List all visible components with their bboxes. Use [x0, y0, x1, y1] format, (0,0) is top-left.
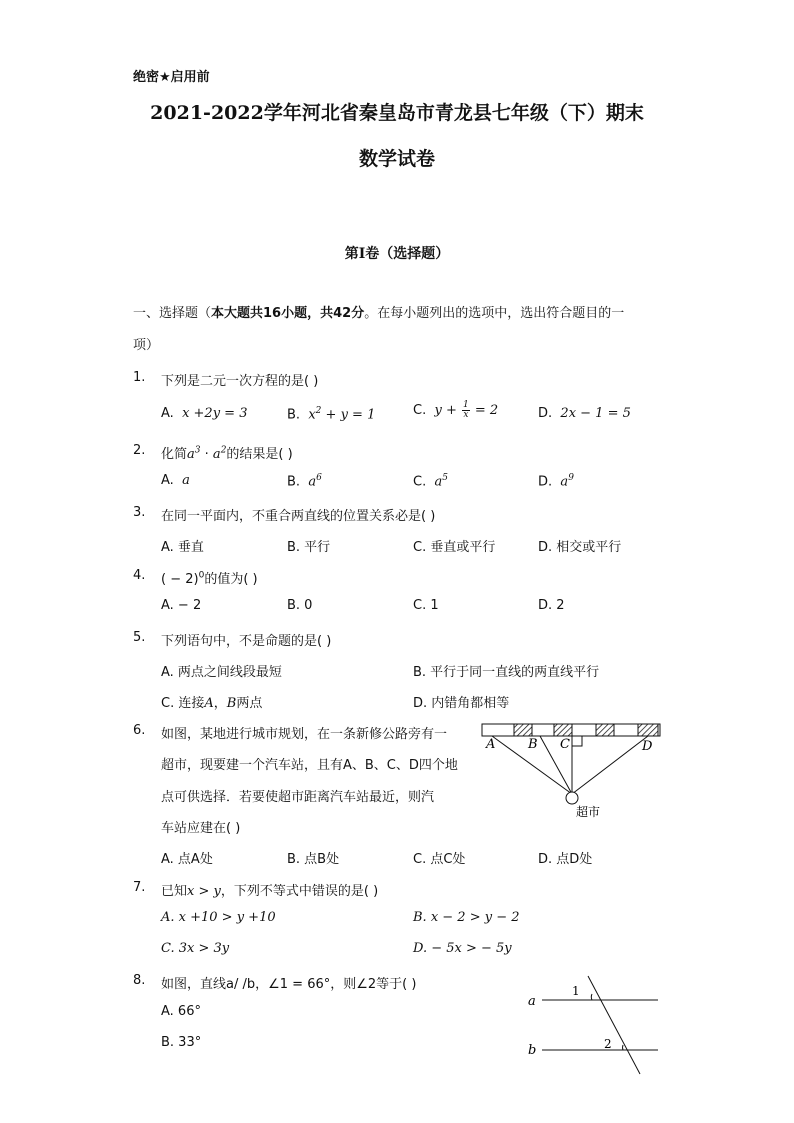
road-hatch — [514, 724, 532, 736]
question-text-line3: 点可供选择．若要使超市距离汽车站最近，则汽 — [161, 790, 435, 805]
angle-1-arc — [591, 994, 592, 1000]
label-angle-1: 1 — [572, 984, 580, 998]
label-b: B — [528, 737, 538, 752]
option-d[interactable]: D. 内错角都相等 — [413, 696, 510, 711]
option-b[interactable]: B. 0 — [287, 598, 313, 613]
parallel-lines-figure — [522, 972, 662, 1076]
option-c[interactable]: C. 点C处 — [413, 852, 466, 867]
option-b[interactable]: B. $x^2 + y = 1$ — [287, 406, 376, 423]
option-d[interactable]: D. − 5x > − 5y — [413, 941, 512, 956]
option-c[interactable]: C. 垂直或平行 — [413, 540, 496, 555]
question-number: 4. — [133, 568, 146, 583]
question-text-line2: 超市，现要建一个汽车站，且有A、B、C、D四个地 — [161, 758, 458, 773]
question-text: 如图，直线a/ /b，∠1 = 66°，则∠2等于( ) — [161, 977, 417, 992]
option-c[interactable]: C. y + $\frac{1}{x}$ = 2 — [413, 400, 499, 420]
option-d[interactable]: D. 点D处 — [538, 852, 593, 867]
option-a[interactable]: A. − 2 — [161, 598, 202, 613]
option-d[interactable]: D. 2x − 1 = 5 — [538, 406, 631, 421]
right-angle-mark — [572, 736, 582, 746]
question-number: 5. — [133, 630, 146, 645]
option-b[interactable]: B. 平行于同一直线的两直线平行 — [413, 665, 600, 680]
option-a[interactable]: A. x +10 > y +10 — [161, 910, 276, 925]
question-number: 2. — [133, 443, 146, 458]
option-a[interactable]: A. 66° — [161, 1004, 201, 1019]
question-number: 3. — [133, 505, 146, 520]
label-c: C — [560, 737, 570, 752]
option-b[interactable]: B. x − 2 > y − 2 — [413, 910, 520, 925]
question-text: 在同一平面内，不重合两直线的位置关系必是( ) — [161, 509, 436, 524]
option-d[interactable]: D. 2 — [538, 598, 565, 613]
label-supermarket: 超市 — [576, 805, 601, 819]
option-c[interactable]: C. $a^5$ — [413, 473, 448, 490]
section-intro-line2: 项） — [133, 338, 160, 353]
option-d[interactable]: D. 相交或平行 — [538, 540, 622, 555]
question-number: 8. — [133, 973, 146, 988]
transversal — [588, 976, 640, 1074]
supermarket-point — [566, 792, 578, 804]
option-b[interactable]: B. $a^6$ — [287, 473, 322, 490]
road-hatch — [554, 724, 572, 736]
label-line-a: a — [528, 994, 536, 1009]
question-number: 6. — [133, 723, 146, 738]
option-c[interactable]: C. 3x > 3y — [161, 941, 230, 956]
question-text: ( − 2)$^0$的值为( ) — [161, 570, 258, 587]
road-supermarket-figure — [478, 718, 664, 822]
option-b[interactable]: B. 33° — [161, 1035, 202, 1050]
segment-d — [572, 736, 648, 794]
option-c[interactable]: C. 1 — [413, 598, 439, 613]
option-c[interactable]: C. 连接A，B两点 — [161, 696, 263, 711]
option-a[interactable]: A. a — [161, 473, 190, 488]
exam-title-line1: 2021-2022学年河北省秦皇岛市青龙县七年级（下）期末 — [150, 102, 644, 124]
question-text: 已知x > y，下列不等式中错误的是( ) — [161, 884, 379, 899]
question-text: 下列是二元一次方程的是( ) — [161, 374, 319, 389]
road-hatch — [596, 724, 614, 736]
question-number: 1. — [133, 370, 146, 385]
road-hatch — [638, 724, 658, 736]
option-b[interactable]: B. 平行 — [287, 540, 331, 555]
option-a[interactable]: A. 两点之间线段最短 — [161, 665, 282, 680]
question-number: 7. — [133, 880, 146, 895]
exam-title-line2: 数学试卷 — [358, 148, 435, 170]
question-text: 下列语句中，不是命题的是( ) — [161, 634, 332, 649]
intro-prefix: 一、选择题（ — [133, 306, 212, 321]
label-d: D — [642, 739, 653, 754]
intro-bold: 本大题共16小题，共42分 — [211, 306, 365, 321]
question-text: 化简$a^3 \cdot a^2$的结果是( ) — [161, 445, 293, 462]
label-a: A — [486, 737, 496, 752]
intro-suffix: 。在每小题列出的选项中，选出符合题目的一 — [364, 306, 625, 321]
option-a[interactable]: A. 垂直 — [161, 540, 204, 555]
label-line-b: b — [528, 1043, 537, 1058]
section-title: 第I卷（选择题） — [344, 246, 450, 262]
option-a[interactable]: A. x +2y = 3 — [161, 406, 248, 421]
section-intro-line1 — [133, 298, 624, 330]
label-angle-2: 2 — [604, 1037, 612, 1051]
option-b[interactable]: B. 点B处 — [287, 852, 340, 867]
question-text-line1: 如图，某地进行城市规划，在一条新修公路旁有一 — [161, 727, 448, 742]
question-text-line4: 车站应建在( ) — [161, 821, 241, 836]
option-d[interactable]: D. $a^9$ — [538, 473, 574, 490]
option-a[interactable]: A. 点A处 — [161, 852, 213, 867]
confidential-mark: 绝密★启用前 — [133, 70, 210, 85]
fraction: $\frac{1}{x}$ — [463, 400, 469, 420]
